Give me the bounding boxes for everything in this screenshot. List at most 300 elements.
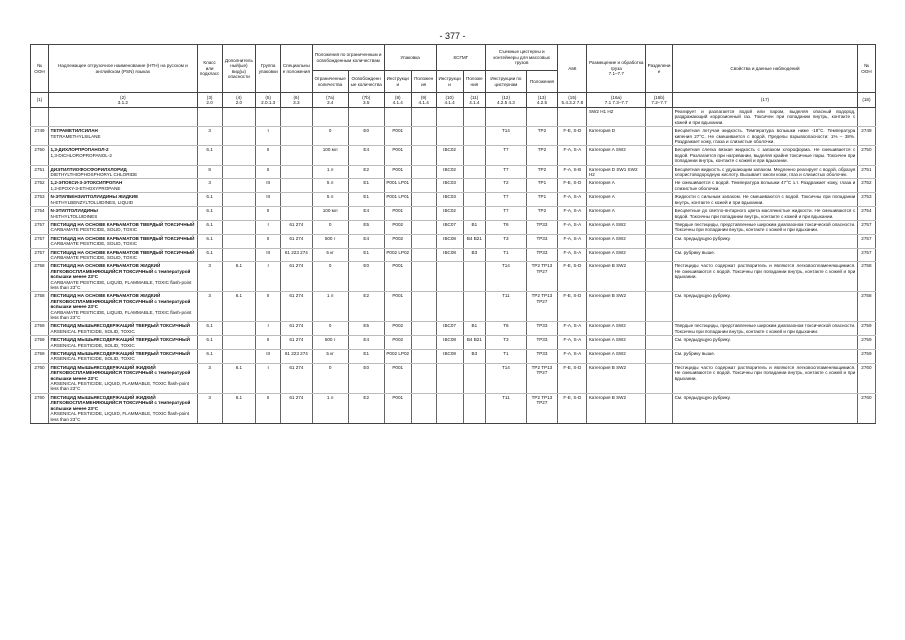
cell-eq: E0 <box>348 127 384 146</box>
cell-pg: II <box>256 165 281 179</box>
cell-tankp: TP33 <box>526 248 558 262</box>
cell-ibcp <box>463 207 486 221</box>
cell-seg <box>646 179 673 193</box>
cell-ems: F-A, S-A <box>558 322 587 336</box>
cell-pi <box>384 108 411 127</box>
cell-tank: T14 <box>486 127 527 146</box>
cell-notes: См. предыдущую рубрику. <box>673 234 858 248</box>
table-row <box>31 350 876 364</box>
cell-lq: 1 л <box>312 393 348 423</box>
cell-pp <box>411 336 436 350</box>
cell-sub <box>222 179 256 193</box>
cell-tank: T14 <box>486 363 527 393</box>
cell-stow: Категория B SW2 <box>587 292 646 322</box>
cell-ibcp <box>463 193 486 207</box>
name-ru: ПЕСТИЦИД МЫШЬЯКСОДЕРЖАЩИЙ ТВЕРДЫЙ ТОКСИЧНЫЙ <box>50 323 190 329</box>
cell-tankp: TP1 <box>526 179 558 193</box>
cell-un: 2753 <box>31 193 49 207</box>
cell-tank <box>486 108 527 127</box>
cell-pp <box>411 363 436 393</box>
cell-un: 2758 <box>31 262 49 292</box>
cell-ibcp <box>463 165 486 179</box>
header-packing-group: Группа упаковки <box>256 45 281 93</box>
cell-pp <box>411 322 436 336</box>
cell-name <box>49 127 198 146</box>
cell-un: 2759 <box>31 336 49 350</box>
cell-notes: Пестициды часто содержат растворитель и являются легковоспламеняющимися. Не смешиваются с водой. Токсичны при попадании внутрь, контакте с кожей и при вдыхании. <box>673 262 858 292</box>
cell-sp <box>281 146 313 165</box>
cell-stow: Категория A SW2 <box>587 350 646 364</box>
cell-un <box>31 108 49 127</box>
table-row <box>31 234 876 248</box>
name-ru: ПЕСТИЦИД НА ОСНОВЕ КАРБАМАТОВ ТВЕРДЫЙ ТОКСИЧНЫЙ <box>50 235 195 241</box>
cell-notes: Бесцветная жидкость с удушающим запахом. Медленно реагирует с водой, образуя хлористоводородную кислоту. Вызывает ожоги кожи, глаз и слизистых оболочек. <box>674 166 856 178</box>
cell-lq: 0 <box>312 262 348 292</box>
cell-ibcp: B4 B21 <box>463 234 486 248</box>
cell-cls: 8 <box>197 165 222 179</box>
cell-tankp <box>526 108 558 127</box>
header-excepted-qty: Освобожденные количества <box>348 71 384 93</box>
cell-notes: См. предыдущую рубрику. <box>673 336 858 350</box>
cell-pi: P001 <box>384 393 411 423</box>
name-en: 1,2-EPOXY-3-ETHOXYPROPANE <box>50 185 121 191</box>
cell-sp <box>281 179 313 193</box>
cell-pg: III <box>256 350 281 364</box>
header-packing: Упаковка <box>384 45 436 71</box>
cell-ibcp <box>463 108 486 127</box>
cell-un: 2759 <box>31 322 49 336</box>
cell-un2: 2759 <box>857 322 875 336</box>
cell-sp <box>281 207 313 221</box>
cell-cls: 6.1 <box>197 350 222 364</box>
cell-tankp: TP33 <box>526 336 558 350</box>
cell-ems: F-E, S-D <box>558 292 587 322</box>
cell-pg: I <box>256 220 281 234</box>
cell-un: 2754 <box>31 207 49 221</box>
header-stowage: Размещение и обработка груза 7.1–7.7 <box>587 45 646 93</box>
cell-tankp: TP2 TP13 TP27 <box>526 363 558 393</box>
cell-un: 2752 <box>31 179 49 193</box>
cell-sp: 61 274 <box>281 220 313 234</box>
cell-pg: III <box>256 248 281 262</box>
cell-stow: Категория B SW2 <box>587 262 646 292</box>
cell-tank: T7 <box>486 146 527 165</box>
name-ru: ПЕСТИЦИД МЫШЬЯКСОДЕРЖАЩИЙ ТВЕРДЫЙ ТОКСИЧНЫЙ <box>50 337 190 343</box>
cell-ibc: IBC08 <box>436 350 463 364</box>
cell-pg: I <box>256 127 281 146</box>
cell-notes: Жидкости с сильным запахом. Не смешиваются с водой. Токсичны при попадании внутрь, контакте с кожей и при вдыхании. <box>674 194 856 205</box>
cell-ems: F-E, S-D <box>558 393 587 423</box>
cell-un: 2751 <box>31 165 49 179</box>
table-row <box>31 322 876 336</box>
cell-ibcp: B1 <box>463 220 486 234</box>
cell-seg <box>646 350 673 364</box>
cell-stow: Категория B SW2 <box>587 363 646 393</box>
cell-stow: Категория D SW1 SW2 H2 <box>587 165 646 179</box>
cell-stow: Категория A SW2 <box>587 336 646 350</box>
cell-un: 2750 <box>31 146 49 165</box>
table-row <box>31 179 876 193</box>
cell-ibc <box>436 127 463 146</box>
header-special-provisions: Специальные положения <box>281 45 313 93</box>
cell-pi: P001 <box>384 165 411 179</box>
cell-tankp: TP33 <box>526 220 558 234</box>
colnum-2: (2) 3.1.2 <box>49 93 198 108</box>
cell-ibc: IBC08 <box>436 248 463 262</box>
cell-ibcp <box>463 393 486 423</box>
cell-lq: 100 мл <box>312 146 348 165</box>
cell-sub <box>222 165 256 179</box>
cell-un2: 2759 <box>857 336 875 350</box>
cell-un: 2757 <box>31 220 49 234</box>
cell-notes: См. рубрику выше. <box>673 350 858 364</box>
cell-stow: Категория A <box>587 207 646 221</box>
cell-tank: T7 <box>486 193 527 207</box>
cell-sp: 61 274 <box>281 262 313 292</box>
cell-tank: T6 <box>486 322 527 336</box>
name-en: ARSENICAL PESTICIDE, SOLID, TOXIC <box>50 356 135 362</box>
cell-eq: E1 <box>348 248 384 262</box>
name-ru: ПЕСТИЦИД МЫШЬЯКСОДЕРЖАЩИЙ ЖИДКИЙ ЛЕГКОВОСПЛАМЕНЯЮЩИЙСЯ ТОКСИЧНЫЙ с температурой вспышки менее 23°C <box>50 394 191 411</box>
cell-seg <box>646 220 673 234</box>
cell-sub: 6.1 <box>222 262 256 292</box>
cell-tank: T7 <box>486 207 527 221</box>
name-ru: N-ЭТИЛБЕНЗИЛТОЛУИДИНЫ ЖИДКИЕ <box>50 194 139 200</box>
cell-pp <box>411 207 436 221</box>
colnum-18: (18) <box>857 93 875 108</box>
header-ems: АвК <box>558 45 587 93</box>
table-body <box>31 108 876 424</box>
cell-un: 2757 <box>31 234 49 248</box>
cell-ems: F-A, S-B <box>558 165 587 179</box>
cell-tankp: TP2 TP13 TP27 <box>526 292 558 322</box>
cell-sub: 6.1 <box>222 292 256 322</box>
cell-tankp: TP33 <box>526 322 558 336</box>
cell-ibc <box>436 363 463 393</box>
table-row <box>31 393 876 423</box>
cell-un2: 2757 <box>857 248 875 262</box>
cell-name <box>49 146 198 165</box>
cell-tankp: TP2 <box>526 207 558 221</box>
cell-pg: III <box>256 179 281 193</box>
cell-pi: P001 <box>384 146 411 165</box>
cell-eq: E1 <box>348 179 384 193</box>
cell-sp <box>281 193 313 207</box>
table-row <box>31 220 876 234</box>
cell-tankp: TP2 <box>526 146 558 165</box>
name-en: TETRAMETHYLSILANE <box>50 133 101 139</box>
cell-cls: 6.1 <box>197 234 222 248</box>
cell-sp <box>281 108 313 127</box>
cell-ibcp <box>463 146 486 165</box>
cell-tank: T3 <box>486 234 527 248</box>
cell-eq: E1 <box>348 350 384 364</box>
cell-name <box>49 248 198 262</box>
header-segregation: Разделение <box>646 45 673 93</box>
name-ru: 1,3-ДИХЛОРПРОПАНОЛ-2 <box>50 147 109 153</box>
cell-notes: Бесцветная летучая жидкость. Температура вспышки ниже -18°C. Температура кипения 27°C. Не смешивается с водой. Пределы взрывоопасности: 1% – 38%. Раздражает кожу, глаза и слизистые оболочки. <box>674 128 856 145</box>
cell-tank: T11 <box>486 393 527 423</box>
cell-pp <box>411 146 436 165</box>
cell-eq: E2 <box>348 165 384 179</box>
cell-stow: Категория A SW2 <box>587 322 646 336</box>
cell-ibcp <box>463 179 486 193</box>
cell-un2: 2758 <box>857 292 875 322</box>
cell-name <box>49 262 198 292</box>
cell-cls: 3 <box>197 292 222 322</box>
cell-lq: 0 <box>312 220 348 234</box>
cell-pi: P001 <box>384 262 411 292</box>
cell-un2: 2752 <box>857 179 875 193</box>
cell-ibcp: B4 B21 <box>463 336 486 350</box>
cell-pp <box>411 179 436 193</box>
header-packing-prov: Положения <box>411 71 436 93</box>
cell-pi: P002 LP02 <box>384 248 411 262</box>
cell-ibc: IBC07 <box>436 322 463 336</box>
header-ibc-prov: Положения <box>463 71 486 93</box>
header-properties: Свойства и данные наблюдений <box>673 45 858 93</box>
cell-cls: 6.1 <box>197 220 222 234</box>
cell-pp <box>411 193 436 207</box>
cell-lq: 1 л <box>312 165 348 179</box>
table-row <box>31 165 876 179</box>
colnum-13: (13) 4.2.5 <box>526 93 558 108</box>
cell-un: 2759 <box>31 350 49 364</box>
cell-pg: II <box>256 234 281 248</box>
cell-seg <box>646 336 673 350</box>
cell-un2: 2758 <box>857 262 875 292</box>
cell-pi: P001 <box>384 292 411 322</box>
cell-ems: F-A, S-A <box>558 207 587 221</box>
cell-ems: F-E, S-D <box>558 363 587 393</box>
cell-lq: 500 г <box>312 234 348 248</box>
name-ru: N-ЭТИЛТОЛУИДИНЫ <box>50 208 98 214</box>
table-row <box>31 207 876 221</box>
cell-ibcp <box>463 127 486 146</box>
colnum-7a: (7a) 3.4 <box>312 93 348 108</box>
header-class: Класс или подкласс <box>197 45 222 93</box>
cell-eq: E2 <box>348 393 384 423</box>
name-en: N-ETHYLTOLUIDINES <box>50 213 98 219</box>
cell-name <box>49 165 198 179</box>
cell-ems: F-A, S-A <box>558 220 587 234</box>
cell-ibcp: B1 <box>463 322 486 336</box>
cell-sub <box>222 146 256 165</box>
name-en: DIETHYLTHIOPHOSPHORYL CHLORIDE <box>50 172 138 178</box>
table-row <box>31 336 876 350</box>
cell-tankp: TP33 <box>526 350 558 364</box>
cell-cls: 6.1 <box>197 193 222 207</box>
cell-pi: P002 LP02 <box>384 350 411 364</box>
cell-stow: Категория A <box>587 179 646 193</box>
cell-seg <box>646 146 673 165</box>
cell-eq: E1 <box>348 193 384 207</box>
cell-pp <box>411 292 436 322</box>
cell-pi: P001 LP01 <box>384 179 411 193</box>
cell-ems: F-A, S-A <box>558 350 587 364</box>
cell-cls: 6.1 <box>197 322 222 336</box>
cell-pg <box>256 108 281 127</box>
cell-ibc <box>436 292 463 322</box>
cell-notes: Бесцветные до светло-янтарного цвета маслянистые жидкости. Не смешиваются с водой. Токсичны при попадании внутрь, контакте с кожей и при вдыхании. <box>674 208 856 219</box>
cell-ibc: IBC02 <box>436 165 463 179</box>
cell-ibcp <box>463 292 486 322</box>
cell-cls: 6.1 <box>197 248 222 262</box>
cell-sub <box>222 220 256 234</box>
cell-pp <box>411 127 436 146</box>
cell-sub <box>222 248 256 262</box>
cell-pi: P002 <box>384 234 411 248</box>
name-ru: ТЕТРАМЕТИЛСИЛАН <box>50 128 98 134</box>
cell-sp: 61 274 <box>281 234 313 248</box>
cell-name <box>49 179 198 193</box>
name-ru: ПЕСТИЦИД МЫШЬЯКСОДЕРЖАЩИЙ ТВЕРДЫЙ ТОКСИЧНЫЙ <box>50 351 190 357</box>
cell-name <box>49 322 198 336</box>
cell-eq: E4 <box>348 146 384 165</box>
cell-seg <box>646 322 673 336</box>
cell-lq <box>312 108 348 127</box>
cell-ibc: IBC03 <box>436 193 463 207</box>
cell-name <box>49 234 198 248</box>
cell-lq: 100 мл <box>312 207 348 221</box>
cell-ems: F-A, S-A <box>558 193 587 207</box>
header-tanks: Съемные цистерны и контейнеры для массовых грузов <box>486 45 558 71</box>
colnum-16b: (16b) 7.2–7.7 <box>646 93 673 108</box>
cell-notes: См. предыдущую рубрику. <box>673 292 858 322</box>
cell-sub <box>222 336 256 350</box>
cell-eq <box>348 108 384 127</box>
cell-pi: P001 <box>384 207 411 221</box>
cell-sp: 61 274 <box>281 336 313 350</box>
cell-seg <box>646 207 673 221</box>
cell-ibc <box>436 393 463 423</box>
cell-seg <box>646 108 673 127</box>
cell-cls: 3 <box>197 393 222 423</box>
cell-un: 2757 <box>31 248 49 262</box>
name-ru: ПЕСТИЦИД НА ОСНОВЕ КАРБАМАТОВ ЖИДКИЙ ЛЕГКОВОСПЛАМЕНЯЮЩИЙСЯ ТОКСИЧНЫЙ с температурой вспышки менее 23°C <box>50 263 191 280</box>
cell-seg <box>646 292 673 322</box>
cell-sub: 6.1 <box>222 363 256 393</box>
cell-sp <box>281 165 313 179</box>
cell-sub <box>222 207 256 221</box>
table-row <box>31 292 876 322</box>
cell-ibc: IBC07 <box>436 220 463 234</box>
cell-un2: 2754 <box>857 207 875 221</box>
table-row <box>31 108 876 127</box>
cell-cls: 3 <box>197 363 222 393</box>
cell-ibc: IBC08 <box>436 234 463 248</box>
cell-pi: P001 <box>384 363 411 393</box>
cell-cls <box>197 108 222 127</box>
cell-ibc <box>436 262 463 292</box>
cell-pp <box>411 262 436 292</box>
cell-un: 2749 <box>31 127 49 146</box>
cell-pi: P001 <box>384 127 411 146</box>
name-en: 1,3-DICHLOROPROPANOL-2 <box>50 152 112 158</box>
cell-name <box>49 108 198 127</box>
cell-tankp: TP2 TP13 TP27 <box>526 393 558 423</box>
cell-lq: 1 л <box>312 292 348 322</box>
cell-pg: II <box>256 393 281 423</box>
cell-pg: II <box>256 292 281 322</box>
colnum-10: (10) 4.1.4 <box>436 93 463 108</box>
page-number: - 377 - <box>439 31 466 41</box>
colnum-8: (8) 4.1.4 <box>384 93 411 108</box>
cell-seg <box>646 127 673 146</box>
cell-sub: 6.1 <box>222 393 256 423</box>
cell-ibcp: B3 <box>463 350 486 364</box>
table-row <box>31 363 876 393</box>
colnum-7b: (7b) 3.5 <box>348 93 384 108</box>
name-en: CARBAMATE PESTICIDE, LIQUID, FLAMMABLE, TOXIC flash-point less than 23°C <box>50 279 192 290</box>
cell-ems: F-A, S-A <box>558 336 587 350</box>
cell-seg <box>646 393 673 423</box>
header-ibc: КСГМГ <box>436 45 486 71</box>
cell-notes: Твердые пестициды, представленные широким диапазоном токсической опасности. Токсичны при попадании внутрь, контакте с кожей и при вдыхании. <box>674 323 856 334</box>
cell-cls: 3 <box>197 179 222 193</box>
colnum-5: (5) 2.0.1.3 <box>256 93 281 108</box>
cell-sp: 61 274 <box>281 322 313 336</box>
colnum-17: (17) <box>673 93 858 108</box>
cell-pg: III <box>256 193 281 207</box>
cell-lq: 5 л <box>312 193 348 207</box>
cell-tank: T3 <box>486 336 527 350</box>
colnum-9: (9) 4.1.4 <box>411 93 436 108</box>
cell-un2: 2751 <box>857 165 875 179</box>
cell-cls: 6.1 <box>197 207 222 221</box>
name-ru: ПЕСТИЦИД МЫШЬЯКСОДЕРЖАЩИЙ ЖИДКИЙ ЛЕГКОВОСПЛАМЕНЯЮЩИЙСЯ ТОКСИЧНЫЙ с температурой вспышки менее 23°C <box>50 364 191 381</box>
cell-eq: E4 <box>348 207 384 221</box>
header-name: Надлежащее отгрузочное наименование (НТН) на русском и английском (PSN) языках <box>49 45 198 93</box>
cell-ibc: IBC08 <box>436 336 463 350</box>
cell-seg <box>646 262 673 292</box>
cell-un: 2760 <box>31 363 49 393</box>
cell-tankp: TP2 TP13 TP27 <box>526 262 558 292</box>
name-ru: 1,2-ЭПОКСИ-3-ЭТОКСИПРОПАН <box>50 180 123 186</box>
cell-un2: 2750 <box>857 146 875 165</box>
cell-pi: P002 <box>384 322 411 336</box>
cell-stow: Категория A SW2 <box>587 146 646 165</box>
name-en: N-ETHYLBENZYLTOLUIDINES, LIQUID <box>50 199 134 205</box>
cell-notes: Пестициды часто содержат растворитель и являются легковоспламеняющимися. Не смешиваются с водой. Токсичны при попадании внутрь, контакте с кожей и при вдыхании. <box>673 363 858 393</box>
cell-sub <box>222 322 256 336</box>
name-en: CARBAMATE PESTICIDE, SOLID, TOXIC <box>50 241 138 247</box>
cell-ems: F-E, S-D <box>558 127 587 146</box>
cell-pp <box>411 248 436 262</box>
name-ru: ПЕСТИЦИД НА ОСНОВЕ КАРБАМАТОВ ТВЕРДЫЙ ТОКСИЧНЫЙ <box>50 249 195 255</box>
cell-pg: II <box>256 146 281 165</box>
cell-ibc: IBC03 <box>436 179 463 193</box>
header-un: № ООН <box>31 45 49 93</box>
table-row <box>31 262 876 292</box>
cell-ibc: IBC02 <box>436 207 463 221</box>
name-en: ARSENICAL PESTICIDE, LIQUID, FLAMMABLE, TOXIC flash-point less than 23°C <box>50 411 190 422</box>
cell-notes: См. предыдущую рубрику. <box>673 393 858 423</box>
name-en: CARBAMATE PESTICIDE, LIQUID, FLAMMABLE, TOXIC flash-point less than 23°C <box>50 309 192 320</box>
table-row <box>31 193 876 207</box>
cell-stow: SW2 H1 H2 <box>587 108 646 127</box>
cell-ems: F-A, S-A <box>558 146 587 165</box>
cell-ibcp <box>463 262 486 292</box>
cell-notes: Бесцветная слегка вязкая жидкость с запахом хлороформа. Не смешивается с водой. Разлагается при нагревании, выделяя крайне токсичные пары. Токсичен при попадании внутрь, контакте с кожей и при вдыхании. <box>674 147 856 164</box>
cell-pp <box>411 393 436 423</box>
cell-stow: Категория A SW2 <box>587 248 646 262</box>
colnum-16a: (16a) 7.1 7.3–7.7 <box>587 93 646 108</box>
cell-tank: T2 <box>486 179 527 193</box>
cell-lq: 5 кг <box>312 350 348 364</box>
cell-pg: I <box>256 363 281 393</box>
cell-un2 <box>857 108 875 127</box>
